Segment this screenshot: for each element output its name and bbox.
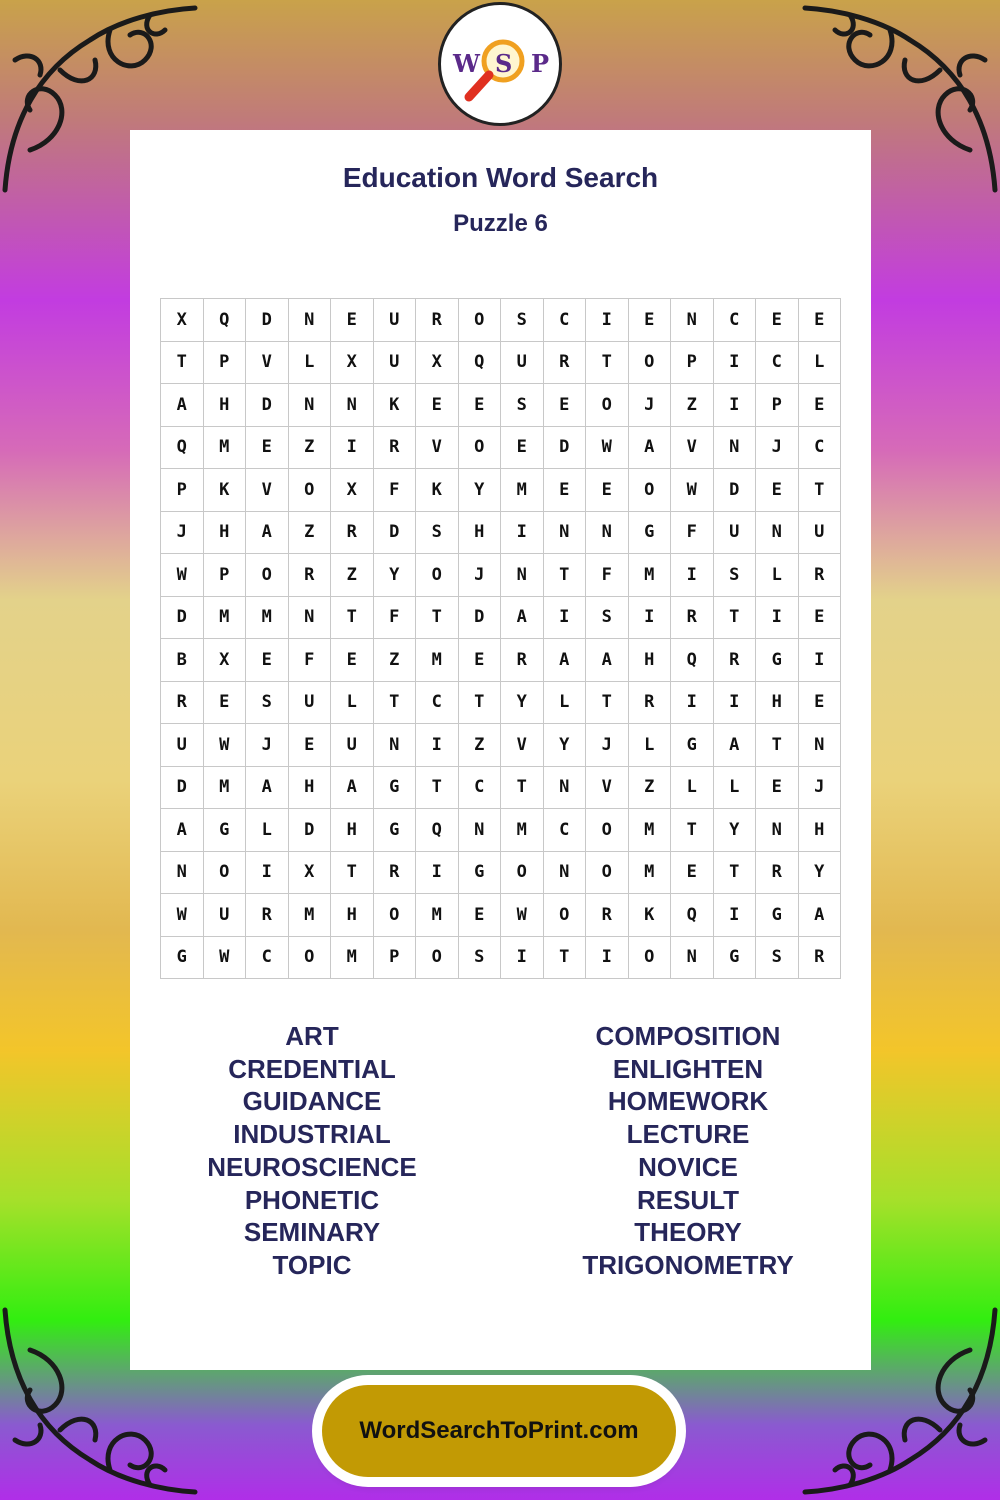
grid-cell[interactable]: I — [586, 937, 629, 980]
grid-cell[interactable]: L — [671, 767, 714, 810]
grid-cell[interactable]: T — [331, 597, 374, 640]
grid-cell[interactable]: E — [799, 299, 842, 342]
grid-cell[interactable]: N — [671, 937, 714, 980]
grid-cell[interactable]: I — [799, 639, 842, 682]
grid-cell[interactable]: C — [459, 767, 502, 810]
grid-cell[interactable]: Y — [374, 554, 417, 597]
grid-cell[interactable]: Q — [459, 342, 502, 385]
grid-cell[interactable]: Q — [204, 299, 247, 342]
grid-cell[interactable]: G — [671, 724, 714, 767]
grid-cell[interactable]: E — [246, 639, 289, 682]
grid-cell[interactable]: T — [161, 342, 204, 385]
grid-cell[interactable]: I — [714, 894, 757, 937]
grid-cell[interactable]: R — [799, 554, 842, 597]
grid-cell[interactable]: J — [586, 724, 629, 767]
grid-cell[interactable]: E — [799, 682, 842, 725]
grid-cell[interactable]: I — [714, 342, 757, 385]
grid-cell[interactable]: O — [544, 894, 587, 937]
grid-cell[interactable]: Z — [289, 512, 332, 555]
grid-cell[interactable]: O — [629, 469, 672, 512]
grid-cell[interactable]: E — [799, 597, 842, 640]
grid-cell[interactable]: T — [586, 342, 629, 385]
grid-cell[interactable]: X — [416, 342, 459, 385]
site-logo[interactable] — [438, 2, 562, 126]
grid-cell[interactable]: W — [204, 937, 247, 980]
grid-cell[interactable]: S — [756, 937, 799, 980]
grid-cell[interactable]: Y — [799, 852, 842, 895]
grid-cell[interactable]: R — [246, 894, 289, 937]
grid-cell[interactable]: R — [756, 852, 799, 895]
grid-cell[interactable]: R — [544, 342, 587, 385]
grid-cell[interactable]: T — [459, 682, 502, 725]
grid-cell[interactable]: R — [586, 894, 629, 937]
grid-cell[interactable]: E — [459, 384, 502, 427]
grid-cell[interactable]: M — [629, 852, 672, 895]
grid-cell[interactable]: N — [459, 809, 502, 852]
grid-cell[interactable]: D — [289, 809, 332, 852]
word-list-item: GUIDANCE — [242, 1086, 382, 1117]
grid-cell[interactable]: X — [331, 469, 374, 512]
grid-cell[interactable]: U — [204, 894, 247, 937]
grid-cell[interactable]: G — [459, 852, 502, 895]
grid-cell[interactable]: Y — [714, 809, 757, 852]
grid-cell[interactable]: P — [756, 384, 799, 427]
grid-cell[interactable]: T — [374, 682, 417, 725]
grid-cell[interactable]: E — [204, 682, 247, 725]
grid-cell[interactable]: F — [374, 597, 417, 640]
grid-cell[interactable]: T — [714, 852, 757, 895]
word-list-right — [538, 1020, 838, 1282]
grid-cell[interactable]: J — [799, 767, 842, 810]
grid-cell[interactable]: F — [586, 554, 629, 597]
puzzle-subtitle: Puzzle 6 — [453, 210, 548, 237]
grid-cell[interactable]: I — [714, 682, 757, 725]
grid-cell[interactable]: J — [629, 384, 672, 427]
grid-cell[interactable]: T — [416, 767, 459, 810]
grid-cell[interactable]: J — [459, 554, 502, 597]
grid-cell[interactable]: O — [459, 427, 502, 470]
grid-cell[interactable]: H — [459, 512, 502, 555]
grid-cell[interactable]: I — [756, 597, 799, 640]
grid-cell[interactable]: I — [629, 597, 672, 640]
grid-cell[interactable]: R — [799, 937, 842, 980]
grid-cell[interactable]: A — [586, 639, 629, 682]
grid-cell[interactable]: I — [246, 852, 289, 895]
grid-cell[interactable]: R — [289, 554, 332, 597]
grid-cell[interactable]: E — [331, 639, 374, 682]
grid-cell[interactable]: N — [331, 384, 374, 427]
word-list-item: RESULT — [636, 1184, 740, 1215]
grid-cell[interactable]: Z — [459, 724, 502, 767]
grid-cell[interactable]: O — [629, 937, 672, 980]
grid-cell[interactable]: B — [161, 639, 204, 682]
word-list-item: TOPIC — [272, 1249, 352, 1280]
grid-cell[interactable]: N — [161, 852, 204, 895]
grid-cell[interactable]: M — [204, 597, 247, 640]
grid-cell[interactable]: M — [629, 554, 672, 597]
grid-cell[interactable]: N — [544, 767, 587, 810]
grid-cell[interactable]: U — [374, 299, 417, 342]
grid-cell[interactable]: U — [799, 512, 842, 555]
letter-grid[interactable] — [160, 298, 841, 979]
grid-cell[interactable]: A — [246, 512, 289, 555]
grid-cell[interactable]: A — [501, 597, 544, 640]
grid-cell[interactable]: T — [714, 597, 757, 640]
page-title: Education Word Search — [342, 162, 659, 193]
grid-cell[interactable]: D — [246, 299, 289, 342]
word-list-item: SEMINARY — [243, 1217, 381, 1248]
grid-cell[interactable]: W — [161, 554, 204, 597]
grid-cell[interactable]: E — [459, 894, 502, 937]
logo-letter-p: P — [531, 49, 550, 78]
grid-cell[interactable]: O — [501, 852, 544, 895]
grid-cell[interactable]: X — [289, 852, 332, 895]
grid-cell[interactable]: M — [501, 809, 544, 852]
grid-cell[interactable]: G — [756, 894, 799, 937]
grid-cell[interactable]: K — [416, 469, 459, 512]
grid-cell[interactable]: S — [586, 597, 629, 640]
grid-cell[interactable]: O — [374, 894, 417, 937]
grid-cell[interactable]: E — [544, 384, 587, 427]
grid-cell[interactable]: M — [246, 597, 289, 640]
grid-cell[interactable]: T — [416, 597, 459, 640]
grid-cell[interactable]: H — [204, 384, 247, 427]
grid-cell[interactable]: D — [714, 469, 757, 512]
word-list-item: COMPOSITION — [595, 1021, 781, 1051]
word-list-item: HOMEWORK — [607, 1086, 769, 1117]
grid-cell[interactable]: T — [331, 852, 374, 895]
word-list-item: INDUSTRIAL — [233, 1119, 391, 1150]
grid-cell[interactable]: X — [331, 342, 374, 385]
grid-cell[interactable]: I — [501, 937, 544, 980]
grid-cell[interactable]: M — [331, 937, 374, 980]
grid-cell[interactable]: I — [714, 384, 757, 427]
grid-cell[interactable]: N — [289, 597, 332, 640]
grid-cell[interactable]: N — [756, 512, 799, 555]
grid-cell[interactable]: O — [586, 852, 629, 895]
grid-cell[interactable]: E — [756, 469, 799, 512]
grid-cell[interactable]: V — [246, 342, 289, 385]
grid-cell[interactable]: E — [799, 384, 842, 427]
grid-cell[interactable]: R — [629, 682, 672, 725]
grid-cell[interactable]: A — [161, 809, 204, 852]
grid-cell[interactable]: Q — [416, 809, 459, 852]
grid-cell[interactable]: T — [544, 937, 587, 980]
grid-cell[interactable]: E — [671, 852, 714, 895]
grid-cell[interactable]: D — [161, 597, 204, 640]
grid-cell[interactable]: T — [756, 724, 799, 767]
grid-cell[interactable]: V — [246, 469, 289, 512]
grid-cell[interactable]: U — [161, 724, 204, 767]
grid-cell[interactable]: Q — [671, 639, 714, 682]
grid-cell[interactable]: F — [671, 512, 714, 555]
grid-cell[interactable]: A — [161, 384, 204, 427]
grid-cell[interactable]: G — [374, 809, 417, 852]
grid-cell[interactable]: X — [161, 299, 204, 342]
grid-cell[interactable]: T — [799, 469, 842, 512]
grid-cell[interactable]: I — [331, 427, 374, 470]
grid-cell[interactable]: A — [331, 767, 374, 810]
word-list-item: TRIGONOMETRY — [582, 1249, 794, 1280]
grid-cell[interactable]: Z — [374, 639, 417, 682]
grid-cell[interactable]: E — [416, 384, 459, 427]
grid-cell[interactable]: R — [161, 682, 204, 725]
grid-cell[interactable]: E — [756, 299, 799, 342]
grid-cell[interactable]: A — [246, 767, 289, 810]
grid-cell[interactable]: O — [246, 554, 289, 597]
grid-cell[interactable]: C — [799, 427, 842, 470]
grid-cell[interactable]: K — [629, 894, 672, 937]
grid-cell[interactable]: S — [459, 937, 502, 980]
grid-cell[interactable]: D — [544, 427, 587, 470]
grid-cell[interactable]: E — [629, 299, 672, 342]
grid-cell[interactable]: Z — [671, 384, 714, 427]
grid-cell[interactable]: L — [289, 342, 332, 385]
grid-cell[interactable]: Q — [671, 894, 714, 937]
word-list-item: THEORY — [634, 1217, 742, 1248]
grid-cell[interactable]: Z — [629, 767, 672, 810]
grid-cell[interactable]: D — [246, 384, 289, 427]
grid-cell[interactable]: N — [714, 427, 757, 470]
grid-cell[interactable]: I — [416, 724, 459, 767]
grid-cell[interactable]: V — [501, 724, 544, 767]
grid-cell[interactable]: E — [289, 724, 332, 767]
grid-cell[interactable]: N — [671, 299, 714, 342]
word-list-item: LECTURE — [626, 1119, 750, 1150]
grid-cell[interactable]: E — [459, 639, 502, 682]
grid-cell[interactable]: G — [714, 937, 757, 980]
grid-cell[interactable]: A — [714, 724, 757, 767]
grid-cell[interactable]: N — [586, 512, 629, 555]
grid-cell[interactable]: V — [671, 427, 714, 470]
grid-cell[interactable]: D — [161, 767, 204, 810]
grid-cell[interactable]: J — [756, 427, 799, 470]
grid-cell[interactable]: C — [544, 809, 587, 852]
grid-cell[interactable]: E — [756, 767, 799, 810]
grid-cell[interactable]: P — [204, 554, 247, 597]
grid-cell[interactable]: L — [246, 809, 289, 852]
grid-cell[interactable]: N — [756, 809, 799, 852]
grid-cell[interactable]: N — [374, 724, 417, 767]
grid-cell[interactable]: H — [331, 809, 374, 852]
grid-cell[interactable]: A — [629, 427, 672, 470]
grid-cell[interactable]: O — [416, 937, 459, 980]
grid-cell[interactable]: O — [459, 299, 502, 342]
website-link-text: WordSearchToPrint.com — [359, 1417, 639, 1444]
grid-cell[interactable]: T — [501, 767, 544, 810]
grid-cell[interactable]: Q — [161, 427, 204, 470]
logo-letter-s: S — [495, 49, 513, 78]
grid-cell[interactable]: M — [501, 469, 544, 512]
grid-cell[interactable]: H — [331, 894, 374, 937]
grid-cell[interactable]: G — [204, 809, 247, 852]
grid-cell[interactable]: C — [714, 299, 757, 342]
grid-cell[interactable]: R — [416, 299, 459, 342]
grid-cell[interactable]: S — [501, 299, 544, 342]
grid-cell[interactable]: C — [756, 342, 799, 385]
grid-cell[interactable]: Y — [544, 724, 587, 767]
grid-cell[interactable]: F — [374, 469, 417, 512]
word-list-item: NEUROSCIENCE — [207, 1151, 417, 1182]
grid-cell[interactable]: O — [586, 384, 629, 427]
word-list-item: ENLIGHTEN — [612, 1053, 764, 1084]
grid-cell[interactable]: C — [246, 937, 289, 980]
grid-cell[interactable]: O — [289, 469, 332, 512]
grid-cell[interactable]: P — [204, 342, 247, 385]
grid-cell[interactable]: O — [416, 554, 459, 597]
grid-cell[interactable]: R — [331, 512, 374, 555]
grid-cell[interactable]: T — [671, 809, 714, 852]
grid-cell[interactable]: Y — [459, 469, 502, 512]
grid-cell[interactable]: W — [586, 427, 629, 470]
grid-cell[interactable]: A — [544, 639, 587, 682]
grid-cell[interactable]: M — [289, 894, 332, 937]
grid-cell[interactable]: J — [246, 724, 289, 767]
grid-cell[interactable]: F — [289, 639, 332, 682]
grid-cell[interactable]: X — [204, 639, 247, 682]
grid-cell[interactable]: L — [331, 682, 374, 725]
grid-cell[interactable]: Z — [331, 554, 374, 597]
grid-cell[interactable]: H — [629, 639, 672, 682]
grid-cell[interactable]: I — [586, 299, 629, 342]
grid-cell[interactable]: T — [586, 682, 629, 725]
grid-cell[interactable]: U — [331, 724, 374, 767]
grid-cell[interactable]: U — [374, 342, 417, 385]
grid-cell[interactable]: N — [501, 554, 544, 597]
grid-cell[interactable]: M — [416, 639, 459, 682]
word-list-item: CREDENTIAL — [228, 1053, 396, 1084]
grid-cell[interactable]: L — [799, 342, 842, 385]
grid-cell[interactable]: L — [756, 554, 799, 597]
grid-cell[interactable]: I — [501, 512, 544, 555]
grid-cell[interactable]: S — [246, 682, 289, 725]
grid-cell[interactable]: U — [289, 682, 332, 725]
grid-cell[interactable]: U — [501, 342, 544, 385]
grid-cell[interactable]: N — [289, 384, 332, 427]
grid-cell[interactable]: R — [671, 597, 714, 640]
grid-cell[interactable]: E — [586, 469, 629, 512]
grid-cell[interactable]: G — [756, 639, 799, 682]
grid-cell[interactable]: K — [204, 469, 247, 512]
grid-cell[interactable]: H — [799, 809, 842, 852]
grid-cell[interactable]: N — [289, 299, 332, 342]
grid-cell[interactable]: E — [246, 427, 289, 470]
grid-cell[interactable]: P — [671, 342, 714, 385]
grid-cell[interactable]: R — [374, 852, 417, 895]
grid-cell[interactable]: G — [374, 767, 417, 810]
logo-letter-w: W — [453, 49, 480, 78]
puzzle-card — [130, 130, 871, 1370]
grid-cell[interactable]: S — [416, 512, 459, 555]
grid-cell[interactable]: U — [714, 512, 757, 555]
grid-cell[interactable]: N — [799, 724, 842, 767]
word-list-item: ART — [285, 1021, 339, 1051]
grid-cell[interactable]: T — [544, 554, 587, 597]
grid-cell[interactable]: L — [544, 682, 587, 725]
grid-cell[interactable]: R — [501, 639, 544, 682]
grid-cell[interactable]: H — [756, 682, 799, 725]
grid-cell[interactable]: M — [416, 894, 459, 937]
grid-cell[interactable]: W — [204, 724, 247, 767]
word-list-left — [162, 1020, 462, 1282]
grid-cell[interactable]: M — [204, 427, 247, 470]
grid-cell[interactable]: N — [544, 852, 587, 895]
grid-cell[interactable]: E — [331, 299, 374, 342]
grid-cell[interactable]: E — [501, 427, 544, 470]
grid-cell[interactable]: V — [416, 427, 459, 470]
grid-cell[interactable]: S — [714, 554, 757, 597]
grid-cell[interactable]: R — [714, 639, 757, 682]
grid-cell[interactable]: I — [544, 597, 587, 640]
grid-cell[interactable]: L — [629, 724, 672, 767]
grid-cell[interactable]: D — [459, 597, 502, 640]
grid-cell[interactable]: S — [501, 384, 544, 427]
grid-cell[interactable]: H — [289, 767, 332, 810]
grid-cell[interactable]: N — [544, 512, 587, 555]
grid-cell[interactable]: O — [586, 809, 629, 852]
grid-cell[interactable]: O — [204, 852, 247, 895]
grid-cell[interactable]: I — [671, 682, 714, 725]
grid-cell[interactable]: G — [629, 512, 672, 555]
grid-cell[interactable]: G — [161, 937, 204, 980]
grid-cell[interactable]: O — [289, 937, 332, 980]
grid-cell[interactable]: M — [204, 767, 247, 810]
grid-cell[interactable]: H — [204, 512, 247, 555]
grid-cell[interactable]: K — [374, 384, 417, 427]
grid-cell[interactable]: W — [501, 894, 544, 937]
grid-cell[interactable]: W — [671, 469, 714, 512]
grid-cell[interactable]: M — [629, 809, 672, 852]
grid-cell[interactable]: R — [374, 427, 417, 470]
grid-cell[interactable]: A — [799, 894, 842, 937]
website-link-button[interactable] — [322, 1385, 676, 1477]
word-list-item: PHONETIC — [244, 1184, 380, 1215]
word-list-item: NOVICE — [638, 1151, 738, 1182]
grid-cell[interactable]: V — [586, 767, 629, 810]
grid-cell[interactable]: J — [161, 512, 204, 555]
grid-cell[interactable]: C — [544, 299, 587, 342]
grid-cell[interactable]: D — [374, 512, 417, 555]
grid-cell[interactable]: Z — [289, 427, 332, 470]
grid-cell[interactable]: P — [374, 937, 417, 980]
grid-cell[interactable]: W — [161, 894, 204, 937]
grid-cell[interactable]: E — [544, 469, 587, 512]
grid-cell[interactable]: C — [416, 682, 459, 725]
grid-cell[interactable]: I — [416, 852, 459, 895]
grid-cell[interactable]: Y — [501, 682, 544, 725]
grid-cell[interactable]: I — [671, 554, 714, 597]
grid-cell[interactable]: P — [161, 469, 204, 512]
grid-cell[interactable]: O — [629, 342, 672, 385]
grid-cell[interactable]: L — [714, 767, 757, 810]
